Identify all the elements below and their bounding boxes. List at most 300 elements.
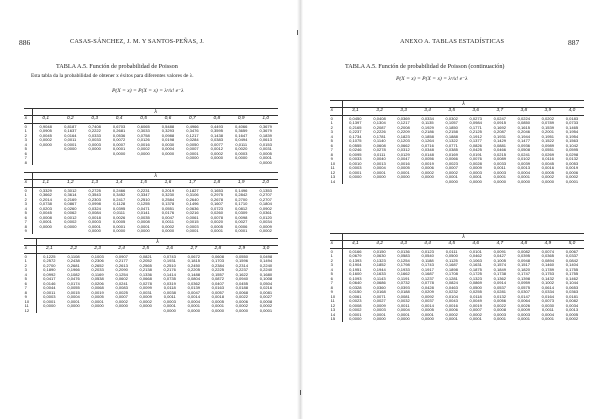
- probability-cell: 0,1496: [186, 201, 199, 207]
- probability-cell: 0,0022: [235, 294, 249, 300]
- probability-cell: 0,0417: [43, 276, 56, 282]
- probability-cell: 0,0037: [421, 298, 434, 304]
- probability-cell: 0,0278: [373, 147, 386, 153]
- probability-cell: 0,0881: [493, 142, 506, 148]
- probability-cell: 0,0007: [115, 294, 128, 300]
- probability-cell: 0,1931: [493, 133, 506, 139]
- probability-cell: 0,0066: [445, 156, 458, 162]
- probability-cell: 0,0002: [137, 146, 150, 152]
- probability-cell: 0,0006: [565, 169, 579, 175]
- probability-cell: 0,1687: [445, 262, 458, 268]
- probability-cell: 0,1944: [373, 266, 386, 272]
- probability-cell: 0,0575: [517, 284, 531, 290]
- probability-cell: 0,0247: [493, 115, 506, 121]
- probability-cell: 0,0091: [493, 248, 506, 254]
- probability-cell: 0,2186: [421, 129, 434, 135]
- probability-cell: 0,2438: [67, 258, 80, 264]
- probability-cell: 0,1002: [541, 280, 555, 286]
- probability-cell: 0,0147: [517, 293, 531, 299]
- probability-cell: 0,0001: [39, 219, 52, 225]
- probability-cell: 0,0015: [67, 289, 80, 295]
- probability-cell: 0,0061: [349, 293, 362, 299]
- x-value: 5: [330, 139, 343, 144]
- probability-cell: 0,1203: [397, 138, 410, 144]
- probability-cell: 0,0538: [91, 276, 104, 282]
- probability-cell: 0,1933: [397, 266, 410, 272]
- probability-cell: 0,1753: [541, 271, 555, 277]
- probability-cell: 0,2090: [115, 267, 128, 273]
- probability-cell: 0,3329: [39, 187, 52, 193]
- probability-cell: 0,0319: [163, 280, 176, 286]
- probability-cell: 0,0014: [187, 294, 200, 300]
- probability-cell: 0,0334: [541, 289, 555, 295]
- probability-cell: 0,0940: [235, 276, 249, 282]
- probability-cell: 0,0001: [259, 307, 273, 313]
- probability-cell: 0,1143: [373, 275, 386, 281]
- probability-cell: [134, 309, 158, 314]
- probability-cell: 0,0872: [211, 276, 225, 282]
- probability-cell: 0,3595: [210, 128, 223, 134]
- probability-cell: [33, 161, 58, 166]
- probability-cell: 0,1063: [469, 257, 482, 263]
- probability-cell: 0,2584: [161, 196, 175, 202]
- x-value: 1: [330, 254, 343, 259]
- probability-cell: 0,1725: [469, 271, 482, 277]
- probability-cell: 0,3476: [186, 128, 199, 134]
- probability-cell: 0,0022: [493, 302, 506, 308]
- lambda-value-header: 1,7: [180, 179, 204, 187]
- probability-cell: 0,3452: [112, 192, 126, 198]
- probability-cell: 0,0198: [161, 137, 175, 143]
- probability-cell: 0,0003: [349, 165, 362, 171]
- running-head: CASAS-SÁNCHEZ, J. M. Y SANTOS-PEÑAS, J.: [70, 38, 205, 45]
- probability-cell: 0,0081: [397, 293, 410, 299]
- probability-cell: 0,2209: [397, 129, 410, 135]
- probability-cell: 0,0551: [161, 205, 175, 211]
- lambda-value-header: 0,5: [131, 115, 155, 123]
- probability-cell: 0,0002: [115, 298, 128, 304]
- probability-cell: 0,0540: [421, 253, 434, 259]
- table-title: TABLA A.5. Función de probabilidad de Poisson: [56, 63, 178, 70]
- probability-cell: 0,0812: [235, 205, 248, 211]
- probability-cell: 0,1255: [137, 201, 150, 207]
- probability-cell: 0,2138: [139, 267, 152, 273]
- probability-cell: 0,0095: [349, 151, 362, 157]
- probability-cell: 0,0000: [210, 155, 223, 161]
- probability-cell: 0,1798: [397, 262, 410, 268]
- probability-cell: 0,0988: [161, 132, 175, 138]
- probability-cell: 0,2572: [43, 258, 56, 264]
- probability-cell: 0,0915: [493, 120, 506, 126]
- probability-cell: 0,0000: [64, 223, 77, 229]
- probability-cell: 0,0000: [43, 303, 56, 309]
- probability-cell: 0,0002: [469, 311, 482, 317]
- x-value: 6: [24, 282, 37, 287]
- probability-cell: 0,0007: [186, 146, 199, 152]
- probability-cell: 0,0001: [91, 298, 104, 304]
- probability-cell: 0,1898: [445, 266, 458, 272]
- probability-cell: 0,0281: [493, 289, 506, 295]
- probability-cell: 0,2087: [493, 129, 506, 135]
- lambda-value-header: 3,6: [464, 107, 488, 115]
- lambda-header: λ: [33, 173, 278, 180]
- x-value: 4: [24, 207, 33, 212]
- probability-cell: 0,0001: [211, 303, 225, 309]
- probability-cell: 0,0028: [469, 160, 482, 166]
- probability-cell: 0,0019: [565, 165, 579, 171]
- lambda-value-header: 2,8: [206, 245, 230, 253]
- probability-cell: 0,1951: [349, 266, 362, 272]
- probability-cell: 0,0019: [91, 289, 104, 295]
- probability-cell: 0,0057: [211, 289, 225, 295]
- probability-cell: 0,1637: [64, 128, 77, 134]
- probability-cell: 0,0463: [445, 284, 458, 290]
- probability-cell: 0,0047: [161, 214, 175, 220]
- probability-cell: 0,0006: [421, 165, 434, 171]
- lambda-value-header: 3,9: [536, 107, 560, 115]
- probability-cell: 0,1465: [565, 124, 579, 130]
- probability-cell: 0,0902: [259, 205, 272, 211]
- lambda-value-header: 2,9: [230, 245, 254, 253]
- probability-cell: 0,0020: [210, 219, 223, 225]
- probability-cell: 0,3679: [259, 128, 272, 134]
- probability-cell: 0,1254: [115, 271, 128, 277]
- probability-cell: 0,0146: [43, 280, 56, 286]
- probability-cell: 0,0000: [373, 174, 386, 180]
- probability-cell: 0,0015: [186, 219, 199, 225]
- probability-cell: 0,0000: [397, 174, 410, 180]
- x-value: 5: [24, 277, 37, 282]
- probability-cell: 0,2033: [91, 267, 104, 273]
- x-value: 7: [24, 286, 37, 291]
- probability-cell: 0,1622: [235, 271, 249, 277]
- probability-cell: 0,0011: [397, 302, 410, 308]
- lambda-value-header: 3,0: [254, 245, 278, 253]
- probability-cell: 0,0044: [43, 285, 56, 291]
- probability-cell: 0,0498: [259, 253, 273, 259]
- lambda-value-header: 2,5: [134, 245, 158, 253]
- probability-cell: 0,0000: [235, 155, 248, 161]
- probability-cell: 0,0232: [445, 289, 458, 295]
- probability-cell: 0,7408: [88, 123, 101, 129]
- probability-cell: 0,2177: [115, 258, 128, 264]
- probability-cell: 0,2008: [397, 124, 410, 130]
- probability-cell: 0,0984: [469, 120, 482, 126]
- probability-cell: 0,0003: [88, 141, 101, 147]
- lambda-value-header: 1,3: [82, 179, 106, 187]
- probability-cell: 0,0001: [64, 141, 77, 147]
- probability-cell: 0,0000: [64, 146, 77, 152]
- x-value: 14: [330, 313, 343, 318]
- probability-cell: 0,0039: [517, 160, 531, 166]
- probability-cell: 0,0000: [259, 159, 272, 165]
- probability-cell: 0,0000: [88, 228, 101, 234]
- probability-cell: 0,3293: [161, 128, 175, 134]
- probability-cell: 0,1708: [445, 271, 458, 277]
- probability-cell: 0,0078: [210, 214, 223, 220]
- x-value: 13: [330, 175, 343, 180]
- probability-cell: 0,0001: [235, 228, 248, 234]
- lambda-value-header: 3,5: [440, 107, 464, 115]
- probability-cell: 0,0183: [565, 115, 579, 121]
- probability-cell: 0,0120: [259, 214, 272, 220]
- probability-cell: 0,0047: [397, 156, 410, 162]
- probability-cell: 0,0000: [186, 155, 199, 161]
- probability-cell: 0,0269: [541, 151, 555, 157]
- probability-cell: 0,0476: [67, 276, 80, 282]
- probability-cell: 0,0842: [565, 257, 579, 263]
- probability-cell: 0,0000: [493, 178, 506, 184]
- probability-cell: 0,0241: [115, 280, 128, 286]
- probability-cell: 0,0733: [565, 120, 579, 126]
- probability-cell: 0,1771: [469, 124, 482, 130]
- probability-cell: 0,0989: [541, 142, 555, 148]
- probability-cell: 0,0640: [349, 280, 362, 286]
- table-row: [24, 309, 278, 314]
- x-value: 12: [24, 309, 37, 314]
- probability-cell: [343, 180, 368, 185]
- probability-cell: 0,1082: [67, 271, 80, 277]
- probability-cell: 0,0428: [421, 284, 434, 290]
- probability-cell: 0,0071: [373, 293, 386, 299]
- probability-cell: 0,0164: [541, 293, 555, 299]
- probability-cell: 0,0012: [64, 214, 77, 220]
- probability-cell: 0,0998: [88, 201, 101, 207]
- probability-cell: 0,0055: [67, 285, 80, 291]
- x-column-header: x: [330, 107, 343, 115]
- probability-cell: 0,9048: [39, 123, 52, 129]
- probability-cell: 0,2001: [541, 129, 555, 135]
- probability-cell: 0,0203: [39, 205, 52, 211]
- probability-cell: 0,0126: [137, 137, 150, 143]
- x-value: 1: [24, 129, 33, 134]
- x-value: 3: [24, 202, 33, 207]
- probability-cell: 0,0636: [186, 205, 199, 211]
- x-value: 4: [24, 273, 37, 278]
- probability-cell: 0,1607: [210, 201, 223, 207]
- probability-cell: 0,1075: [349, 138, 362, 144]
- lambda-value-header: 4,2: [368, 240, 392, 248]
- probability-cell: 0,0307: [517, 289, 531, 295]
- probability-cell: 0,0032: [397, 298, 410, 304]
- probability-cell: 0,0362: [187, 280, 200, 286]
- probability-cell: 0,0471: [137, 205, 150, 211]
- probability-cell: 0,0224: [517, 115, 531, 121]
- lambda-value-header: 5,0: [560, 240, 584, 248]
- probability-cell: 0,0001: [259, 155, 272, 161]
- probability-cell: 0,1662: [397, 271, 410, 277]
- probability-cell: 0,0337: [565, 253, 579, 259]
- table-row: [24, 229, 278, 234]
- probability-cell: 0,0914: [493, 280, 506, 286]
- probability-cell: 0,0500: [445, 253, 458, 259]
- probability-cell: 0,2707: [259, 196, 272, 202]
- probability-cell: 0,0206: [91, 280, 104, 286]
- probability-cell: 0,0102: [517, 156, 531, 162]
- probability-cell: 0,0002: [210, 150, 223, 156]
- probability-cell: 0,1044: [565, 280, 579, 286]
- probability-cell: 0,0003: [469, 169, 482, 175]
- probability-cell: 0,0001: [163, 303, 176, 309]
- lambda-value-header: 0,1: [33, 115, 58, 123]
- probability-cell: 0,1362: [493, 275, 506, 281]
- probability-cell: [392, 180, 416, 185]
- lambda-value-header: 4,0: [560, 107, 584, 115]
- probability-cell: 0,1931: [163, 258, 176, 264]
- probability-cell: 0,0003: [186, 223, 199, 229]
- probability-cell: 0,1966: [67, 267, 80, 273]
- probability-cell: 0,1404: [565, 262, 579, 268]
- probability-cell: 0,2565: [139, 262, 152, 268]
- probability-cell: 0,0948: [517, 257, 531, 263]
- probability-cell: 0,0385: [445, 147, 458, 153]
- probability-cell: 0,1264: [421, 138, 434, 144]
- probability-cell: 0,2158: [445, 129, 458, 135]
- probability-cell: 0,0072: [112, 137, 126, 143]
- probability-cell: 0,2510: [137, 196, 150, 202]
- probability-cell: 0,0408: [373, 115, 386, 121]
- probability-cell: 0,0000: [541, 178, 555, 184]
- probability-cell: 0,0001: [187, 303, 200, 309]
- probability-cell: 0,3347: [137, 192, 150, 198]
- probability-cell: 0,0869: [469, 280, 482, 286]
- probability-cell: 0,0001: [541, 316, 555, 322]
- probability-cell: 0,0602: [115, 276, 128, 282]
- probability-cell: 0,2700: [235, 196, 248, 202]
- probability-cell: 0,0000: [187, 307, 200, 313]
- probability-cell: [131, 161, 155, 166]
- probability-cell: 0,1254: [397, 257, 410, 263]
- probability-cell: 0,0758: [137, 132, 150, 138]
- probability-cell: 0,0000: [421, 316, 434, 322]
- x-value: 8: [24, 291, 37, 296]
- probability-cell: 0,2510: [163, 262, 176, 268]
- probability-cell: 0,0001: [397, 169, 410, 175]
- probability-cell: 0,1169: [91, 271, 104, 277]
- probability-cell: 0,0027: [235, 219, 248, 225]
- probability-cell: 0,0000: [349, 174, 362, 180]
- probability-cell: 0,0011: [163, 294, 176, 300]
- probability-cell: 0,3679: [259, 123, 272, 129]
- probability-cell: 0,0005: [210, 223, 223, 229]
- probability-cell: 0,1820: [517, 266, 531, 272]
- probability-cell: 0,0074: [541, 248, 555, 254]
- probability-cell: [368, 180, 392, 185]
- probability-cell: [156, 161, 180, 166]
- poisson-table-4: [330, 100, 584, 184]
- probability-cell: 0,2306: [91, 258, 104, 264]
- probability-cell: 0,0001: [469, 174, 482, 180]
- probability-cell: 0,1743: [421, 262, 434, 268]
- probability-cell: 0,0166: [349, 248, 362, 254]
- probability-cell: 0,0007: [445, 165, 458, 171]
- probability-cell: 0,8187: [64, 123, 77, 129]
- x-value: 1: [24, 259, 37, 264]
- probability-cell: 0,0001: [469, 316, 482, 322]
- probability-cell: 0,0005: [211, 298, 225, 304]
- probability-cell: 0,0034: [259, 219, 272, 225]
- probability-cell: 0,2384: [211, 262, 225, 268]
- page-fold-mark: [300, 390, 301, 395]
- probability-cell: 0,1217: [186, 132, 199, 138]
- probability-cell: [62, 309, 86, 314]
- probability-cell: 0,0004: [187, 298, 200, 304]
- probability-cell: 0,0082: [517, 248, 531, 254]
- probability-cell: 0,0001: [421, 311, 434, 317]
- probability-cell: 0,1631: [469, 262, 482, 268]
- x-value: 12: [330, 171, 343, 176]
- probability-cell: 0,1353: [259, 187, 272, 193]
- x-value: 7: [330, 148, 343, 153]
- probability-cell: 0,0188: [397, 289, 410, 295]
- probability-cell: 0,0826: [469, 142, 482, 148]
- probability-cell: 0,1008: [259, 276, 273, 282]
- probability-cell: 0,0312: [397, 147, 410, 153]
- probability-cell: 0,0047: [187, 289, 200, 295]
- poisson-formula: P(X = x) = P(X = x) = λˣ/x! e⁻λ: [396, 76, 468, 82]
- x-value: 2: [24, 264, 37, 269]
- probability-cell: 0,1398: [517, 275, 531, 281]
- probability-cell: 0,1710: [235, 201, 248, 207]
- probability-cell: 0,0013: [517, 165, 531, 171]
- x-value: 2: [330, 259, 343, 264]
- lambda-value-header: 1,1: [33, 179, 58, 187]
- probability-cell: 0,0148: [421, 151, 434, 157]
- probability-cell: 0,1217: [397, 120, 410, 126]
- probability-cell: 0,0003: [493, 311, 506, 317]
- probability-cell: 0,0000: [235, 307, 249, 313]
- probability-cell: 0,2640: [186, 196, 199, 202]
- probability-cell: 0,0504: [259, 280, 273, 286]
- poisson-table-5: [330, 233, 584, 322]
- probability-cell: 0,0000: [112, 228, 126, 234]
- probability-cell: 0,0056: [493, 298, 506, 304]
- probability-cell: 0,0000: [88, 146, 101, 152]
- probability-cell: 0,1823: [397, 133, 410, 139]
- probability-cell: 0,0002: [349, 307, 362, 313]
- probability-cell: 0,1827: [186, 187, 199, 193]
- probability-cell: 0,0738: [39, 201, 52, 207]
- probability-cell: 0,0068: [235, 289, 249, 295]
- probability-cell: 0,1237: [421, 275, 434, 281]
- probability-cell: 0,5488: [161, 123, 175, 129]
- probability-cell: 0,0002: [39, 137, 52, 143]
- probability-cell: 0,0064: [517, 298, 531, 304]
- probability-cell: 0,2613: [115, 262, 128, 268]
- probability-cell: 0,0089: [493, 156, 506, 162]
- probability-cell: 0,1850: [445, 124, 458, 130]
- probability-cell: 0,0363: [565, 289, 579, 295]
- probability-cell: 0,0550: [235, 253, 249, 259]
- probability-cell: 0,3659: [235, 128, 248, 134]
- probability-cell: 0,0455: [235, 280, 249, 286]
- lambda-value-header: 3,1: [343, 107, 368, 115]
- probability-cell: 0,0006: [235, 223, 248, 229]
- probability-cell: 0,0011: [43, 289, 56, 295]
- lambda-value-header: 0,7: [180, 115, 204, 123]
- probability-cell: 0,2125: [469, 129, 482, 135]
- probability-cell: 0,2019: [161, 187, 175, 193]
- lambda-value-header: 0,9: [229, 115, 253, 123]
- x-value: 8: [24, 161, 33, 166]
- probability-cell: 0,0000: [163, 307, 176, 313]
- probability-cell: 0,1460: [541, 262, 555, 268]
- lambda-value-header: 1,6: [156, 179, 180, 187]
- probability-cell: [86, 309, 110, 314]
- probability-cell: 0,0153: [259, 141, 272, 147]
- x-value: 5: [24, 147, 33, 152]
- probability-cell: 0,0672: [187, 253, 200, 259]
